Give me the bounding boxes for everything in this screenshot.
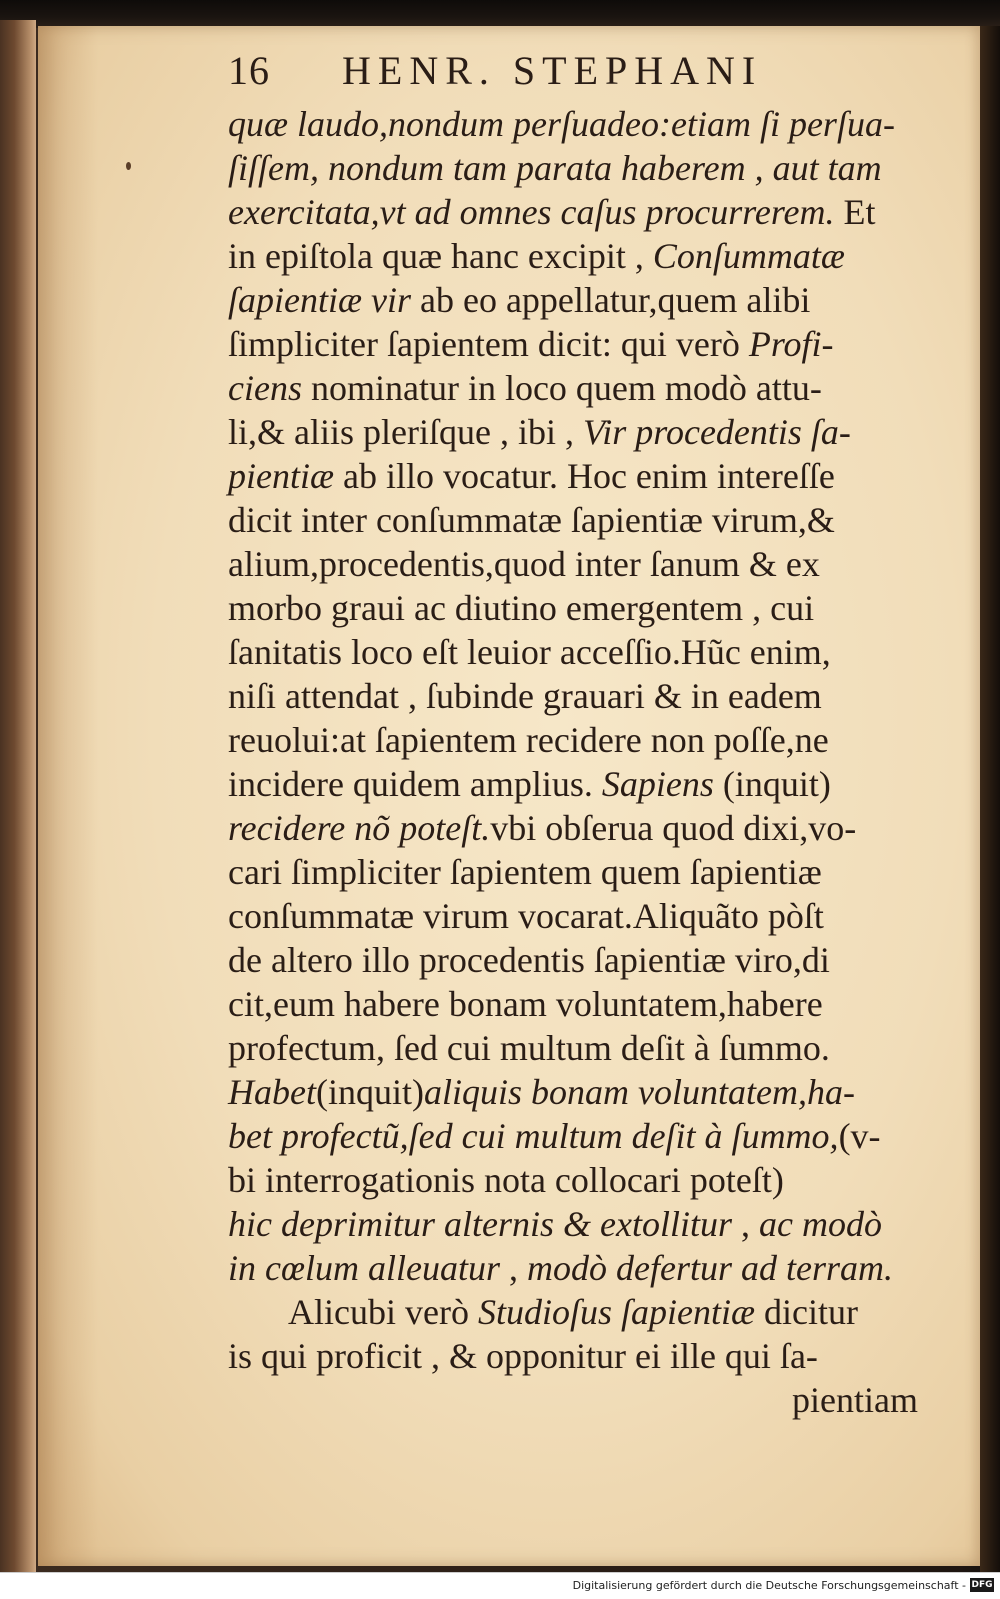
text-run: ſimpliciter ſapientem dicit: qui verò: [228, 324, 749, 364]
text-run: ſanitatis loco eſt leuior acceſſio.Hũc enim,: [228, 632, 831, 672]
text-line: [228, 1290, 928, 1334]
italic-text-run: modò defertur ad terram.: [527, 1248, 893, 1288]
italic-text-run: in cœlum alleuatur: [228, 1248, 500, 1288]
text-line: [228, 894, 928, 938]
italic-text-run: Studioſus ſapientiæ: [477, 1292, 755, 1332]
page-gutter-shadow: [38, 26, 98, 1566]
running-header: [228, 40, 928, 102]
italic-text-run: pientiæ: [228, 456, 334, 496]
text-run: morbo graui ac diutino emergentem , cui: [228, 588, 815, 628]
text-run: incidere quidem amplius.: [228, 764, 602, 804]
text-run: (v-: [838, 1116, 881, 1156]
italic-text-run: Profi-: [748, 324, 834, 364]
italic-text-run: Vir procedentis ſa-: [582, 412, 851, 452]
page-number: 16: [228, 48, 270, 93]
digitization-footer: [0, 1572, 1000, 1599]
text-run: dicit inter conſummatæ ſapientiæ virum,&: [228, 500, 835, 540]
text-run: is qui proficit , & opponitur ei ille qui ſa-: [228, 1336, 818, 1376]
text-line: [228, 234, 928, 278]
italic-text-run: hic deprimitur alternis & extollitur: [228, 1204, 732, 1244]
running-head-title: HENR. STEPHANI: [342, 48, 763, 93]
text-run: cari ſimpliciter ſapientem quem ſapientiæ: [228, 852, 822, 892]
text-line: [228, 762, 928, 806]
book-top-edge: [0, 0, 1000, 28]
text-line: [228, 102, 928, 146]
text-line: [228, 410, 928, 454]
text-line: [228, 498, 928, 542]
text-run: Alicubi verò: [288, 1292, 478, 1332]
page-text-block: [228, 40, 928, 1422]
text-run: bi interrogationis nota collocari poteſt): [228, 1160, 784, 1200]
text-line: [228, 586, 928, 630]
italic-text-run: quæ laudo,nondum perſuadeo:etiam ſi perſua-: [228, 104, 895, 144]
text-run: de altero illo procedentis ſapientiæ viro,di: [228, 940, 830, 980]
text-line: [228, 1158, 928, 1202]
book-right-edge: [980, 26, 1000, 1572]
text-run: vbi obſerua quod dixi,vo-: [490, 808, 857, 848]
text-run: profectum, ſed cui multum deſit à ſummo.: [228, 1028, 830, 1068]
text-line: [228, 542, 928, 586]
text-run: (inquit): [315, 1072, 424, 1112]
text-line: [228, 674, 928, 718]
text-line: [228, 1378, 928, 1422]
text-line: [228, 1334, 928, 1378]
text-line: [228, 454, 928, 498]
text-line: [228, 1070, 928, 1114]
italic-text-run: ſiſſem, nondum tam parata haberem , aut tam: [228, 148, 882, 188]
text-line: [228, 1246, 928, 1290]
italic-text-run: ciens: [228, 368, 302, 408]
dfg-logo: DFG: [971, 1580, 993, 1590]
text-run: ab eo appellatur,quem alibi: [411, 280, 811, 320]
text-run: nominatur in loco quem modò attu-: [301, 368, 822, 408]
book-cover-edge: [0, 20, 36, 1572]
text-line: [228, 1202, 928, 1246]
text-line: [228, 718, 928, 762]
italic-text-run: Conſummatæ: [652, 236, 845, 276]
text-line: [228, 322, 928, 366]
text-run: ,: [731, 1204, 759, 1244]
text-run: conſummatæ virum vocarat.Aliquãto pòſt: [228, 896, 824, 936]
text-line: [228, 366, 928, 410]
italic-text-run: ac modò: [758, 1204, 882, 1244]
text-line: [228, 278, 928, 322]
text-run: (inquit): [713, 764, 831, 804]
text-line: [228, 1026, 928, 1070]
text-run: dicitur: [754, 1292, 858, 1332]
text-run: ,: [500, 1248, 527, 1288]
text-line: [228, 146, 928, 190]
text-line: [228, 806, 928, 850]
italic-text-run: ſapientiæ vir: [228, 280, 411, 320]
text-line: [228, 982, 928, 1026]
italic-text-run: recidere nõ poteſt.: [228, 808, 491, 848]
text-line: [228, 1114, 928, 1158]
text-line: [228, 630, 928, 674]
text-run: reuolui:at ſapientem recidere non poſſe,ne: [228, 720, 829, 760]
italic-text-run: bet profectũ,ſed cui multum deſit à ſummo,: [228, 1116, 839, 1156]
text-line: [228, 938, 928, 982]
italic-text-run: aliquis bonam voluntatem,ha-: [423, 1072, 855, 1112]
text-run: in epiſtola quæ hanc excipit ,: [228, 236, 653, 276]
italic-text-run: Sapiens: [601, 764, 714, 804]
text-line: [228, 190, 928, 234]
text-line: [228, 850, 928, 894]
ink-speck: [126, 162, 131, 170]
text-run: Et: [834, 192, 876, 232]
text-run: pientiam: [792, 1380, 918, 1420]
text-run: li,& aliis pleriſque , ibi ,: [228, 412, 583, 452]
text-run: ab illo vocatur. Hoc enim intereſſe: [334, 456, 835, 496]
text-run: niſi attendat , ſubinde grauari & in eadem: [228, 676, 822, 716]
funding-credit: Digitalisierung gefördert durch die Deutsche Forschungsgemeinschaft -: [572, 1579, 966, 1592]
text-run: alium,procedentis,quod inter ſanum & ex: [228, 544, 820, 584]
text-run: cit,eum habere bonam voluntatem,habere: [228, 984, 823, 1024]
italic-text-run: Habet: [228, 1072, 316, 1112]
body-text: [228, 102, 928, 1422]
italic-text-run: exercitata,vt ad omnes caſus procurrerem.: [228, 192, 835, 232]
